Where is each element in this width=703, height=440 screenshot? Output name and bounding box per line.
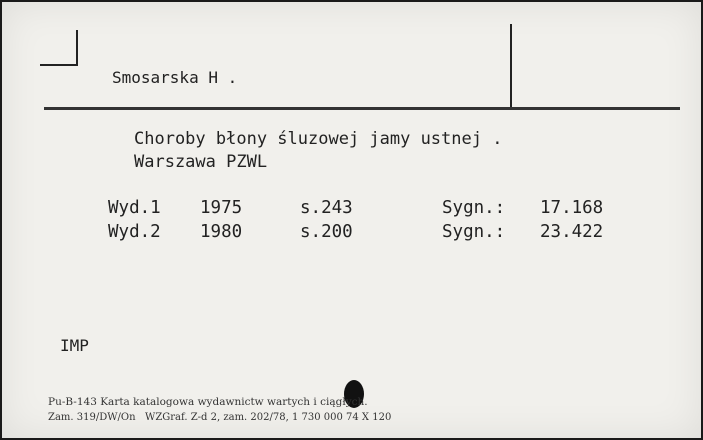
edition-label: Wyd.2 — [108, 222, 161, 242]
horizontal-rule — [44, 107, 680, 110]
catalog-card — [2, 2, 701, 438]
edition-label: Wyd.1 — [108, 198, 161, 218]
footer-line-2: Zam. 319/DW/On WZGraf. Z-d 2, zam. 202/78, 1 730 000 74 X 120 — [48, 412, 392, 423]
signature-label: Sygn.: — [442, 198, 506, 218]
signature-number: 17.168 — [540, 198, 604, 218]
imp-mark: IMP — [60, 336, 89, 355]
edition-year: 1975 — [200, 198, 243, 218]
vertical-rule — [510, 24, 512, 108]
edition-pages: s.243 — [300, 198, 353, 218]
edition-pages: s.200 — [300, 222, 353, 242]
signature-number: 23.422 — [540, 222, 604, 242]
edition-year: 1980 — [200, 222, 243, 242]
corner-bracket — [40, 30, 78, 66]
footer-line-1: Pu-B-143 Karta katalogowa wydawnictw wartych i ciągłych. — [48, 396, 368, 408]
book-title: Choroby błony śluzowej jamy ustnej . — [134, 129, 503, 149]
author: Smosarska H . — [112, 68, 238, 87]
signature-label: Sygn.: — [442, 222, 506, 242]
publisher: Warszawa PZWL — [134, 152, 268, 172]
